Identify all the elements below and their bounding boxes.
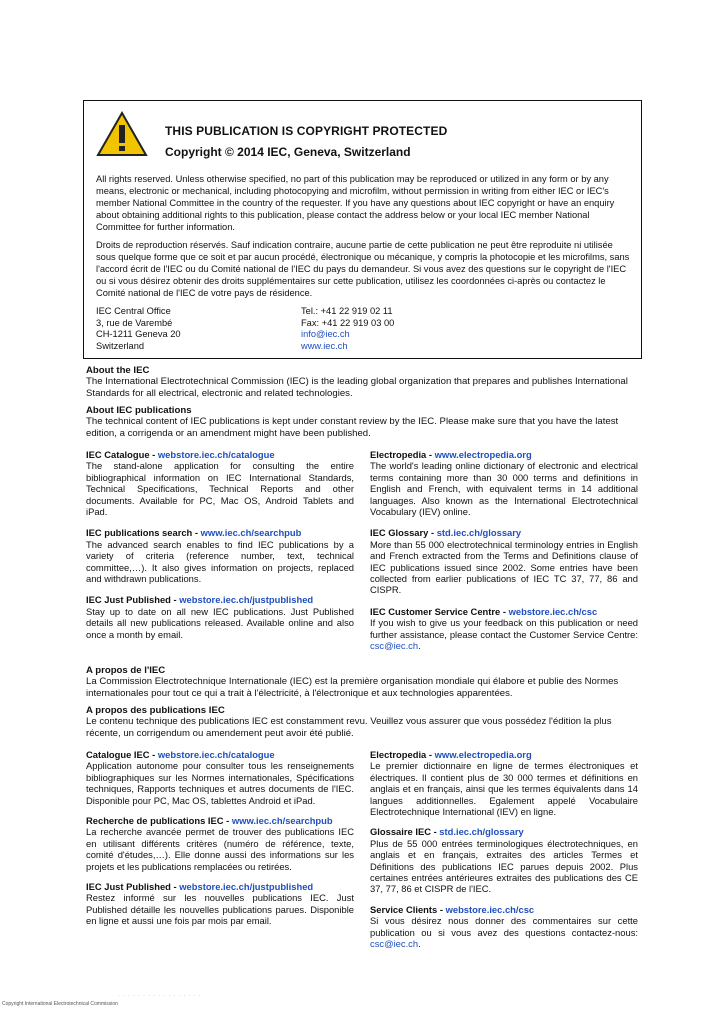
- english-right-column: [370, 449, 638, 652]
- entry-text: Le premier dictionnaire en ligne de termes électroniques et électriques. Il contient plus de 30 000 termes et définitions en anglais et en français, ainsi que les termes équivalents dans 14 langues additionnelles. Egalement appelé Vocabulaire Electrotechnique International (IEV) en ligne.: [370, 760, 638, 818]
- entry-text-end: .: [418, 640, 421, 652]
- copyright-notice-box: [83, 100, 642, 359]
- french-left-column: [86, 749, 354, 927]
- catalogue-link[interactable]: webstore.iec.ch/catalogue: [157, 449, 275, 460]
- entry-title: IEC Glossary -: [370, 527, 437, 539]
- entry-title: Service Clients -: [370, 903, 446, 915]
- customer-service-entry: [370, 904, 638, 950]
- justpublished-link[interactable]: webstore.iec.ch/justpublished: [179, 594, 314, 606]
- glossary-entry: [370, 826, 638, 894]
- about-iec-title: About the IEC: [86, 365, 150, 376]
- footer-dots: · · · · · · · · · · · · · · · · ·: [118, 993, 202, 999]
- electropedia-link[interactable]: www.electropedia.org: [434, 449, 532, 460]
- address-line: 3, rue de Varembé: [96, 317, 173, 328]
- entry-title: IEC Just Published -: [86, 881, 180, 893]
- searchpub-link[interactable]: www.iec.ch/searchpub: [200, 527, 302, 539]
- search-entry: [86, 527, 354, 584]
- csc-link[interactable]: webstore.iec.ch/csc: [508, 605, 598, 617]
- footer-copyright: Copyright International Electrotechnical Commission: [2, 1001, 118, 1007]
- search-entry: [86, 815, 354, 872]
- postal-address: [96, 306, 181, 352]
- entry-text: The world's leading online dictionary of electronic and electrical terms containing more than 30 000 terms and definitions in English and French, with equivalent terms in 14 additional languages. Also known as the International Electrotechnical Vocabulary (IEV) online.: [370, 460, 638, 518]
- glossary-link[interactable]: std.iec.ch/glossary: [439, 826, 524, 838]
- telephone: Tel.: +41 22 919 02 11: [301, 306, 393, 316]
- entry-text: Stay up to date on all new IEC publications. Just Published details all new publications released. Available online and also once a month by email.: [86, 605, 354, 640]
- entry-text: More than 55 000 electrotechnical terminology entries in English and French extracted from the Terms and Definitions clause of IEC publications issued since 2002. Some entries have been collected from earlier publications of IEC TC 37, 77, 86 and CISPR.: [370, 538, 638, 596]
- entry-text: Application autonome pour consulter tous les renseignements bibliographiques sur les Normes internationales, Spécifications techniques, Rapports techniques et autres documents de l'IEC. Disponible pour PC, Mac OS, tablettes Android et iPad.: [86, 760, 354, 806]
- electropedia-entry: [370, 449, 638, 517]
- glossary-entry: [370, 527, 638, 595]
- contact-details: [301, 306, 394, 352]
- glossary-link[interactable]: std.iec.ch/glossary: [436, 527, 522, 539]
- entry-text: Si vous désirez nous donner des commentaires sur cette publication ou si vous avez des questions contactez-nous:: [370, 915, 638, 938]
- apropos-iec-title: A propos de l'IEC: [86, 665, 166, 676]
- electropedia-link[interactable]: www.electropedia.org: [434, 749, 532, 760]
- address-line: IEC Central Office: [96, 306, 171, 316]
- english-rights-paragraph: All rights reserved. Unless otherwise specified, no part of this publication may be reproduced or utilized in any form or by any means, electronic or mechanical, including photocopying and microfilm, without permission in writing from either IEC or IEC's member National Committee in the country of the requester. If you have any questions about IEC copyright or have an enquiry about obtaining additional rights to this publication, please contact the address below or your local IEC member National Committee for further information.: [96, 174, 615, 232]
- csc-email-link[interactable]: csc@iec.ch: [370, 938, 419, 950]
- english-left-column: [86, 449, 354, 640]
- entry-title: IEC Catalogue -: [86, 449, 158, 460]
- entry-title: IEC Customer Service Centre -: [370, 605, 509, 617]
- just-published-entry: [86, 594, 354, 640]
- entry-text: Plus de 55 000 entrées terminologiques électrotechniques, en anglais et en français, extraites des articles Termes et Définitions des publications IEC parues depuis 2002. Plus certaines entrées antérieures extraites des publications des CE 37, 77, 86 et CISPR de l'IEC.: [370, 837, 638, 895]
- website-link[interactable]: www.iec.ch: [301, 340, 348, 351]
- about-pubs-title: About IEC publications: [86, 405, 192, 416]
- entry-text: The advanced search enables to find IEC publications by a variety of criteria (reference number, text, technical committee,…). It also gives information on projects, replaced and withdrawn publications.: [86, 538, 354, 585]
- french-rights-paragraph: Droits de reproduction réservés. Sauf indication contraire, aucune partie de cette publication ne peut être reproduite ni utilisée sous quelque forme que ce soit et par aucun procédé, électronique ou mécanique, y compris la photocopie et les microfilms, sans l'accord écrit de l'IEC ou du Comité national de l'IEC du pays du demandeur. Si vous avez des questions sur le copyright de l'IEC ou si vous désirez obtenir des droits supplémentaires sur cette publication, utilisez les coordonnées ci-après ou contactez le Comité national de l'IEC de votre pays de résidence.: [96, 240, 630, 298]
- searchpub-link[interactable]: www.iec.ch/searchpub: [231, 815, 333, 827]
- about-iec-text: The International Electrotechnical Commission (IEC) is the leading global organization that prepares and publishes International Standards for all electrical, electronic and related technologies.: [86, 376, 628, 399]
- apropos-iec-text: La Commission Electrotechnique Internationale (IEC) est la première organisation mondiale qui élabore et publie des Normes internationales pour tout ce qui a trait à l'électricité, à l'électronique et aux technologies apparentées.: [86, 676, 619, 699]
- copyright-heading: THIS PUBLICATION IS COPYRIGHT PROTECTED: [165, 124, 448, 138]
- entry-title: Recherche de publications IEC -: [86, 815, 232, 827]
- csc-email-link[interactable]: csc@iec.ch: [370, 640, 419, 652]
- entry-title: Glossaire IEC -: [370, 826, 440, 838]
- customer-service-entry: [370, 606, 638, 652]
- catalogue-link[interactable]: webstore.iec.ch/catalogue: [157, 749, 275, 760]
- about-pubs-text: The technical content of IEC publications is kept under constant review by the IEC. Please make sure that you have the latest edition, a corrigenda or an amendment might have been published.: [86, 416, 619, 439]
- entry-text-end: .: [418, 938, 421, 950]
- entry-text: La recherche avancée permet de trouver des publications IEC en utilisant différents critères (numéro de référence, texte, comité d'études,…). Elle donne aussi des informations sur les projets et les publications remplacées ou retirées.: [86, 826, 354, 872]
- apropos-pubs-title: A propos des publications IEC: [86, 705, 225, 716]
- catalogue-entry: [86, 749, 354, 806]
- entry-title: IEC publications search -: [86, 527, 201, 539]
- apropos-pubs-text: Le contenu technique des publications IEC est constamment revu. Veuillez vous assurer que vous possédez l'édition la plus récente, un corrigendum ou amendement peut avoir été publié.: [86, 716, 612, 739]
- entry-text: Restez informé sur les nouvelles publications IEC. Just Published détaille les nouvelles publications parues. Disponible en ligne et aussi une fois par mois par email.: [86, 892, 354, 927]
- justpublished-link[interactable]: webstore.iec.ch/justpublished: [179, 881, 314, 893]
- catalogue-entry: [86, 449, 354, 517]
- fax: Fax: +41 22 919 03 00: [301, 317, 395, 328]
- warning-icon: [96, 111, 148, 157]
- entry-text: The stand-alone application for consulting the entire bibliographical information on IEC International Standards, Technical Specifications, Technical Reports and other documents. Available for PC, Mac OS, Android Tablets and iPad.: [86, 460, 354, 518]
- just-published-entry: [86, 881, 354, 927]
- entry-title: Catalogue IEC -: [86, 749, 158, 760]
- email-link[interactable]: info@iec.ch: [301, 329, 350, 339]
- copyright-line: Copyright © 2014 IEC, Geneva, Switzerland: [165, 145, 411, 159]
- electropedia-entry: [370, 749, 638, 817]
- address-line: CH-1211 Geneva 20: [96, 329, 181, 339]
- csc-link[interactable]: webstore.iec.ch/csc: [445, 903, 535, 915]
- entry-title: Electropedia -: [370, 749, 435, 760]
- entry-text: If you wish to give us your feedback on this publication or need further assistance, please contact the Customer Service Centre:: [370, 617, 638, 640]
- entry-title: IEC Just Published -: [86, 594, 180, 606]
- address-line: Switzerland: [96, 340, 145, 351]
- entry-title: Electropedia -: [370, 449, 435, 460]
- french-right-column: [370, 749, 638, 950]
